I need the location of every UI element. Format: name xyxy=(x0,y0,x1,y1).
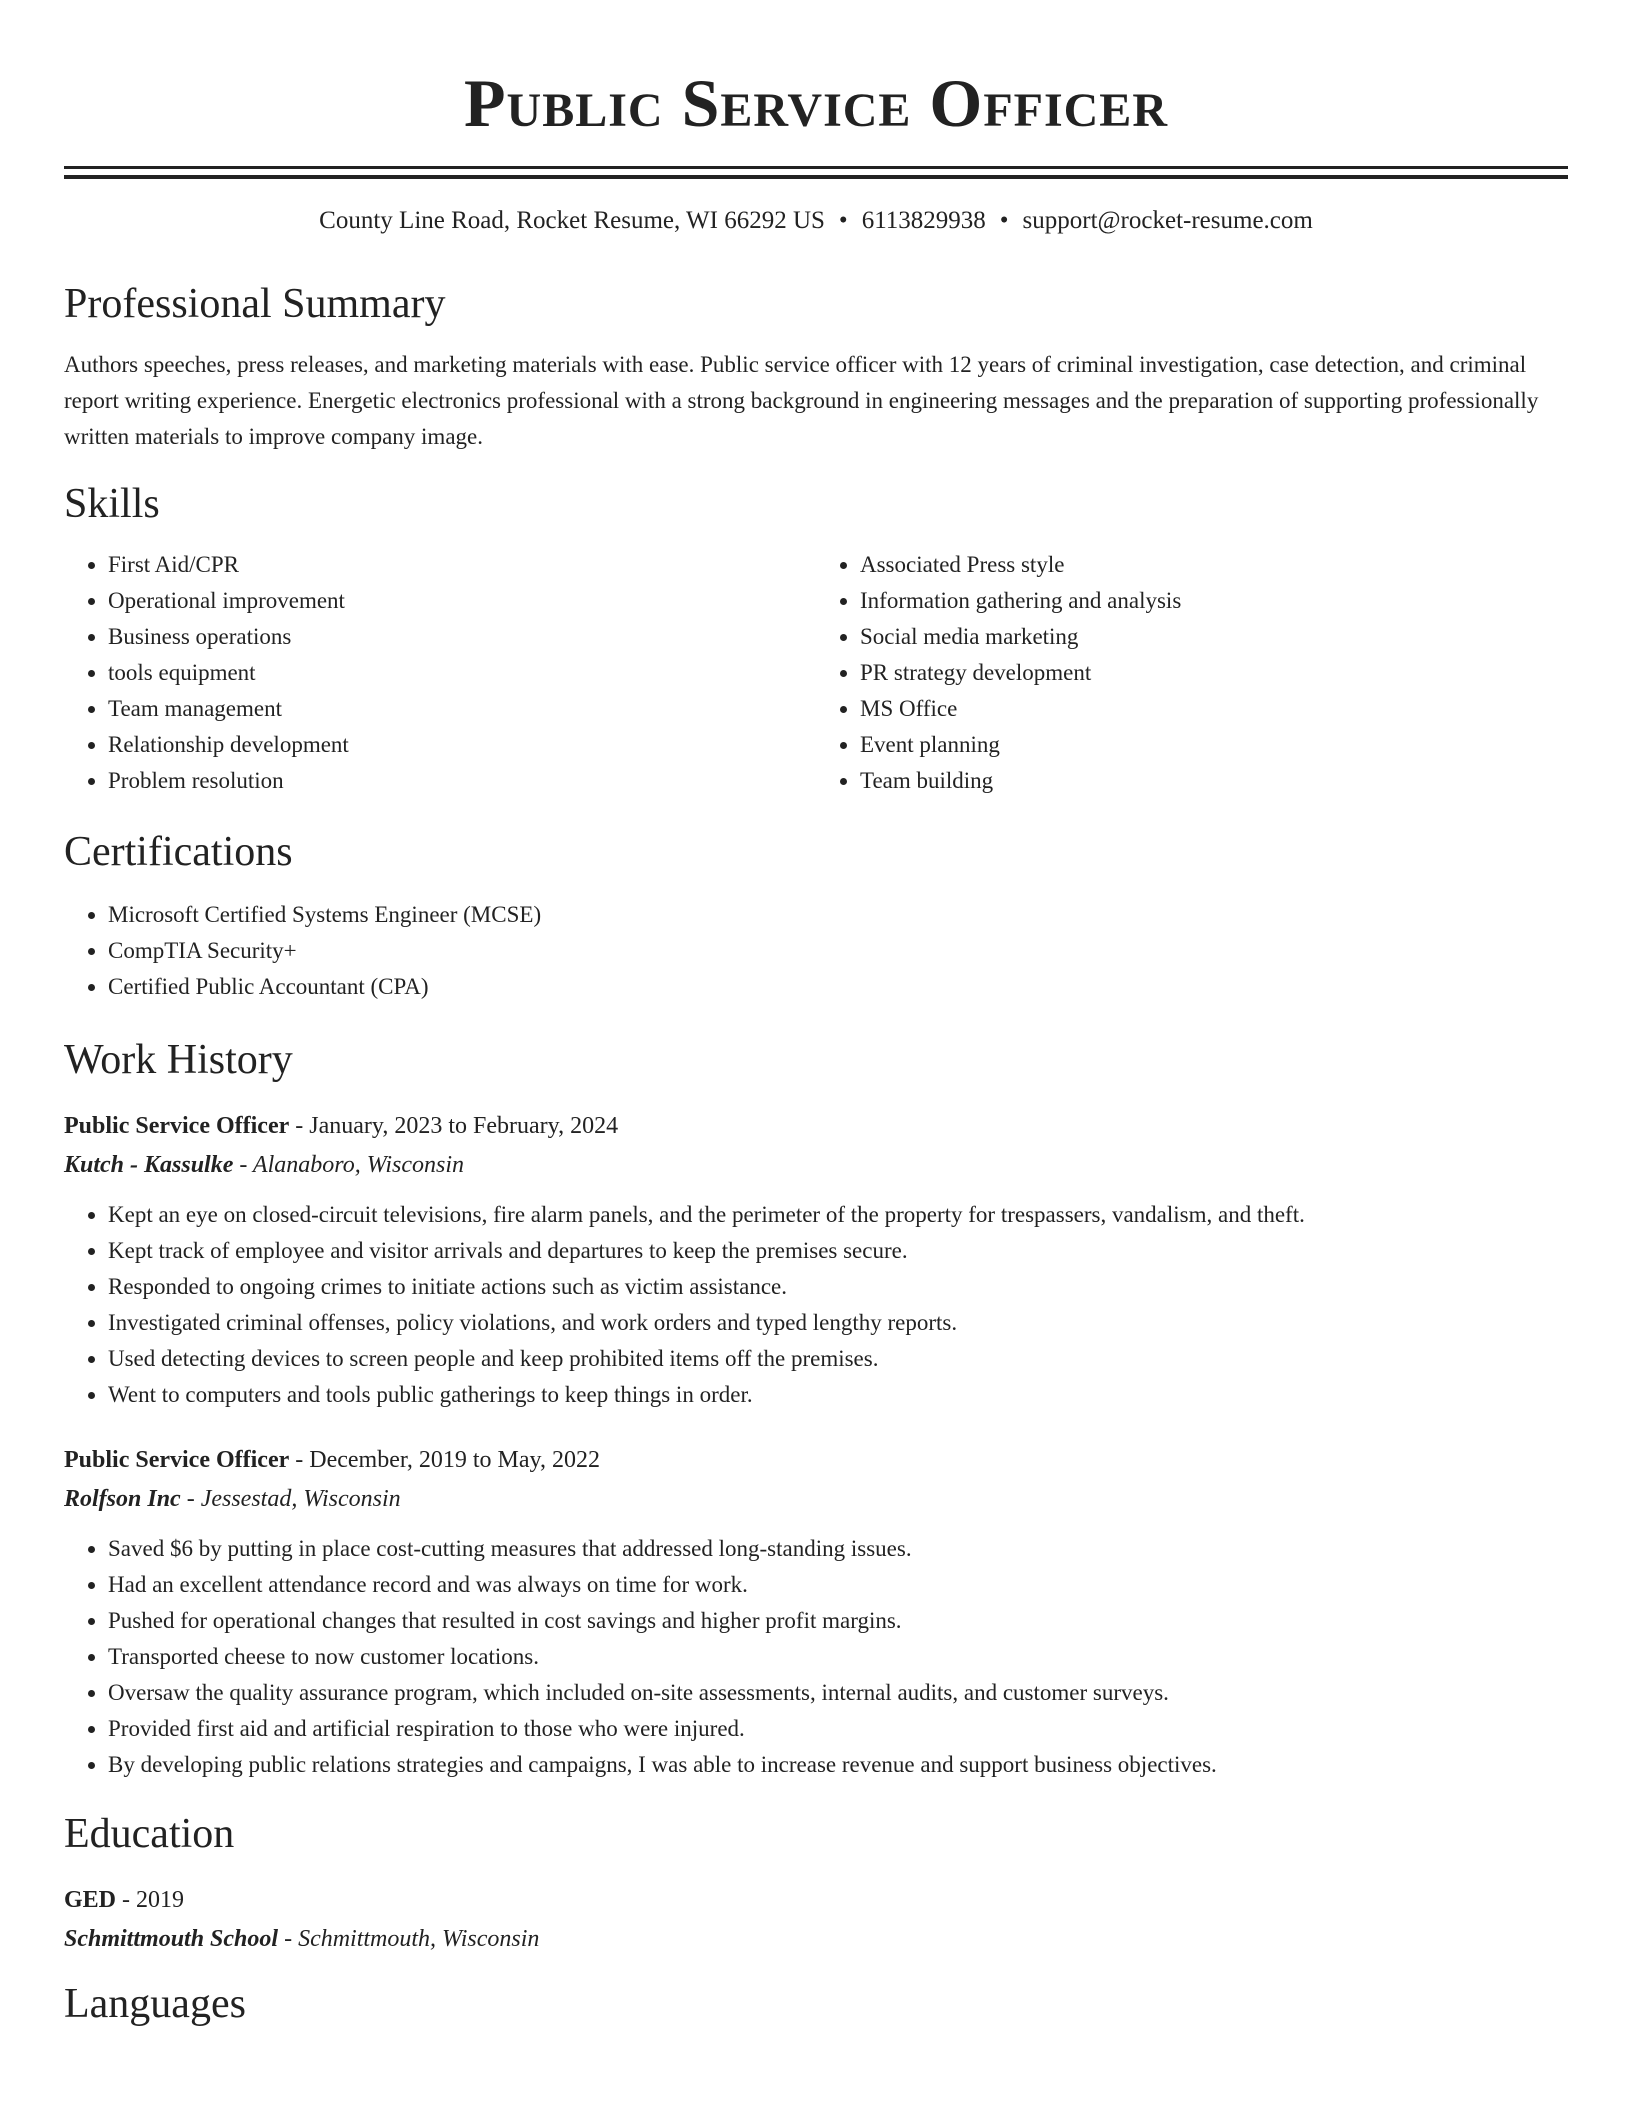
skill-item: • Relationship development xyxy=(108,727,816,763)
contact-email: support@rocket-resume.com xyxy=(1022,207,1313,234)
header-divider-top xyxy=(64,166,1568,169)
job-location: - Jessestad, Wisconsin xyxy=(180,1486,401,1512)
skills-list-right xyxy=(816,547,1568,799)
job-role: Public Service Officer xyxy=(64,1447,290,1473)
skill-item: • MS Office xyxy=(860,691,1568,727)
job-bullet: • Used detecting devices to screen people and keep prohibited items off the premises. xyxy=(108,1341,1568,1377)
job-bullet: • Pushed for operational changes that resulted in cost savings and higher profit margins. xyxy=(108,1603,1568,1639)
section-title-certifications: Certifications xyxy=(64,829,293,875)
contact-line xyxy=(64,205,1568,237)
job-bullet: • Provided first aid and artificial respiration to those who were injured. xyxy=(108,1711,1568,1747)
contact-phone: 6113829938 xyxy=(861,207,986,234)
job-role: Public Service Officer xyxy=(64,1113,290,1139)
skill-item: • Team management xyxy=(108,691,816,727)
skill-item: • Business operations xyxy=(108,619,816,655)
skill-item: • Associated Press style xyxy=(860,547,1568,583)
skill-item: • PR strategy development xyxy=(860,655,1568,691)
job-bullet: • Kept an eye on closed-circuit televisions, fire alarm panels, and the perimeter of the property for trespassers, vandalism, and theft. xyxy=(108,1197,1568,1233)
job-bullets xyxy=(64,1531,1568,1783)
job-bullet: • Responded to ongoing crimes to initiate actions such as victim assistance. xyxy=(108,1269,1568,1305)
skill-item: • Operational improvement xyxy=(108,583,816,619)
contact-address: County Line Road, Rocket Resume, WI 66292 US xyxy=(319,207,825,234)
skills-columns xyxy=(64,547,1568,799)
education-degree: GED xyxy=(64,1887,117,1913)
certification-item: • Certified Public Accountant (CPA) xyxy=(108,969,1568,1005)
skill-item: • Event planning xyxy=(860,727,1568,763)
header-divider-bottom xyxy=(64,175,1568,179)
skill-item: • tools equipment xyxy=(108,655,816,691)
education-header xyxy=(64,1881,1568,1919)
job-bullet: • Kept track of employee and visitor arrivals and departures to keep the premises secure. xyxy=(108,1233,1568,1269)
job-company-line xyxy=(64,1145,1568,1185)
skill-item: • Information gathering and analysis xyxy=(860,583,1568,619)
certification-item: • CompTIA Security+ xyxy=(108,933,1568,969)
certifications-list xyxy=(64,897,1568,1005)
job-bullets xyxy=(64,1197,1568,1413)
job-company-line xyxy=(64,1479,1568,1519)
section-title-skills: Skills xyxy=(64,481,160,527)
job-header xyxy=(64,1441,1568,1479)
section-title-languages: Languages xyxy=(64,1981,246,2027)
job-dates: - January, 2023 to February, 2024 xyxy=(289,1113,619,1139)
job-bullet: • Investigated criminal offenses, policy violations, and work orders and typed lengthy reports. xyxy=(108,1305,1568,1341)
education-school: Schmittmouth School xyxy=(64,1926,279,1952)
job-location: - Alanaboro, Wisconsin xyxy=(233,1152,465,1178)
certification-item: • Microsoft Certified Systems Engineer (MCSE) xyxy=(108,897,1568,933)
resume-name: Public Service Officer xyxy=(464,65,1168,141)
job-company: Rolfson Inc xyxy=(64,1486,181,1512)
job-bullet: • Oversaw the quality assurance program, which included on-site assessments, internal audits, and customer surveys. xyxy=(108,1675,1568,1711)
job-entry xyxy=(64,1441,1568,1783)
summary-text: Authors speeches, press releases, and marketing materials with ease. Public service officer with 12 years of criminal investigation, case detection, and criminal report writing experience. Energetic electronics professional with a strong background in engineering messages and the preparation of supporting professionally written materials to improve company image. xyxy=(64,352,1539,449)
section-title-education: Education xyxy=(64,1811,235,1857)
education-school-line xyxy=(64,1919,1568,1959)
section-title-work-history: Work History xyxy=(64,1037,293,1083)
job-bullet: • Transported cheese to now customer locations. xyxy=(108,1639,1568,1675)
job-dates: - December, 2019 to May, 2022 xyxy=(289,1447,600,1473)
job-entry xyxy=(64,1107,1568,1413)
skill-item: • Problem resolution xyxy=(108,763,816,799)
job-header xyxy=(64,1107,1568,1145)
skill-item: • First Aid/CPR xyxy=(108,547,816,583)
job-bullet: • By developing public relations strategies and campaigns, I was able to increase revenue and support business objectives. xyxy=(108,1747,1568,1783)
education-location: - Schmittmouth, Wisconsin xyxy=(278,1926,540,1952)
skills-list-left xyxy=(64,547,816,799)
education-entry xyxy=(64,1881,1568,1959)
resume-page xyxy=(64,0,1568,2029)
job-bullet: • Went to computers and tools public gatherings to keep things in order. xyxy=(108,1377,1568,1413)
contact-separator: • xyxy=(838,207,848,234)
job-company: Kutch - Kassulke xyxy=(64,1152,234,1178)
education-year: - 2019 xyxy=(116,1887,185,1913)
job-bullet: • Saved $6 by putting in place cost-cutting measures that addressed long-standing issues. xyxy=(108,1531,1568,1567)
contact-separator: • xyxy=(999,207,1009,234)
job-bullet: • Had an excellent attendance record and was always on time for work. xyxy=(108,1567,1568,1603)
skill-item: • Team building xyxy=(860,763,1568,799)
skill-item: • Social media marketing xyxy=(860,619,1568,655)
section-title-summary: Professional Summary xyxy=(64,281,446,327)
